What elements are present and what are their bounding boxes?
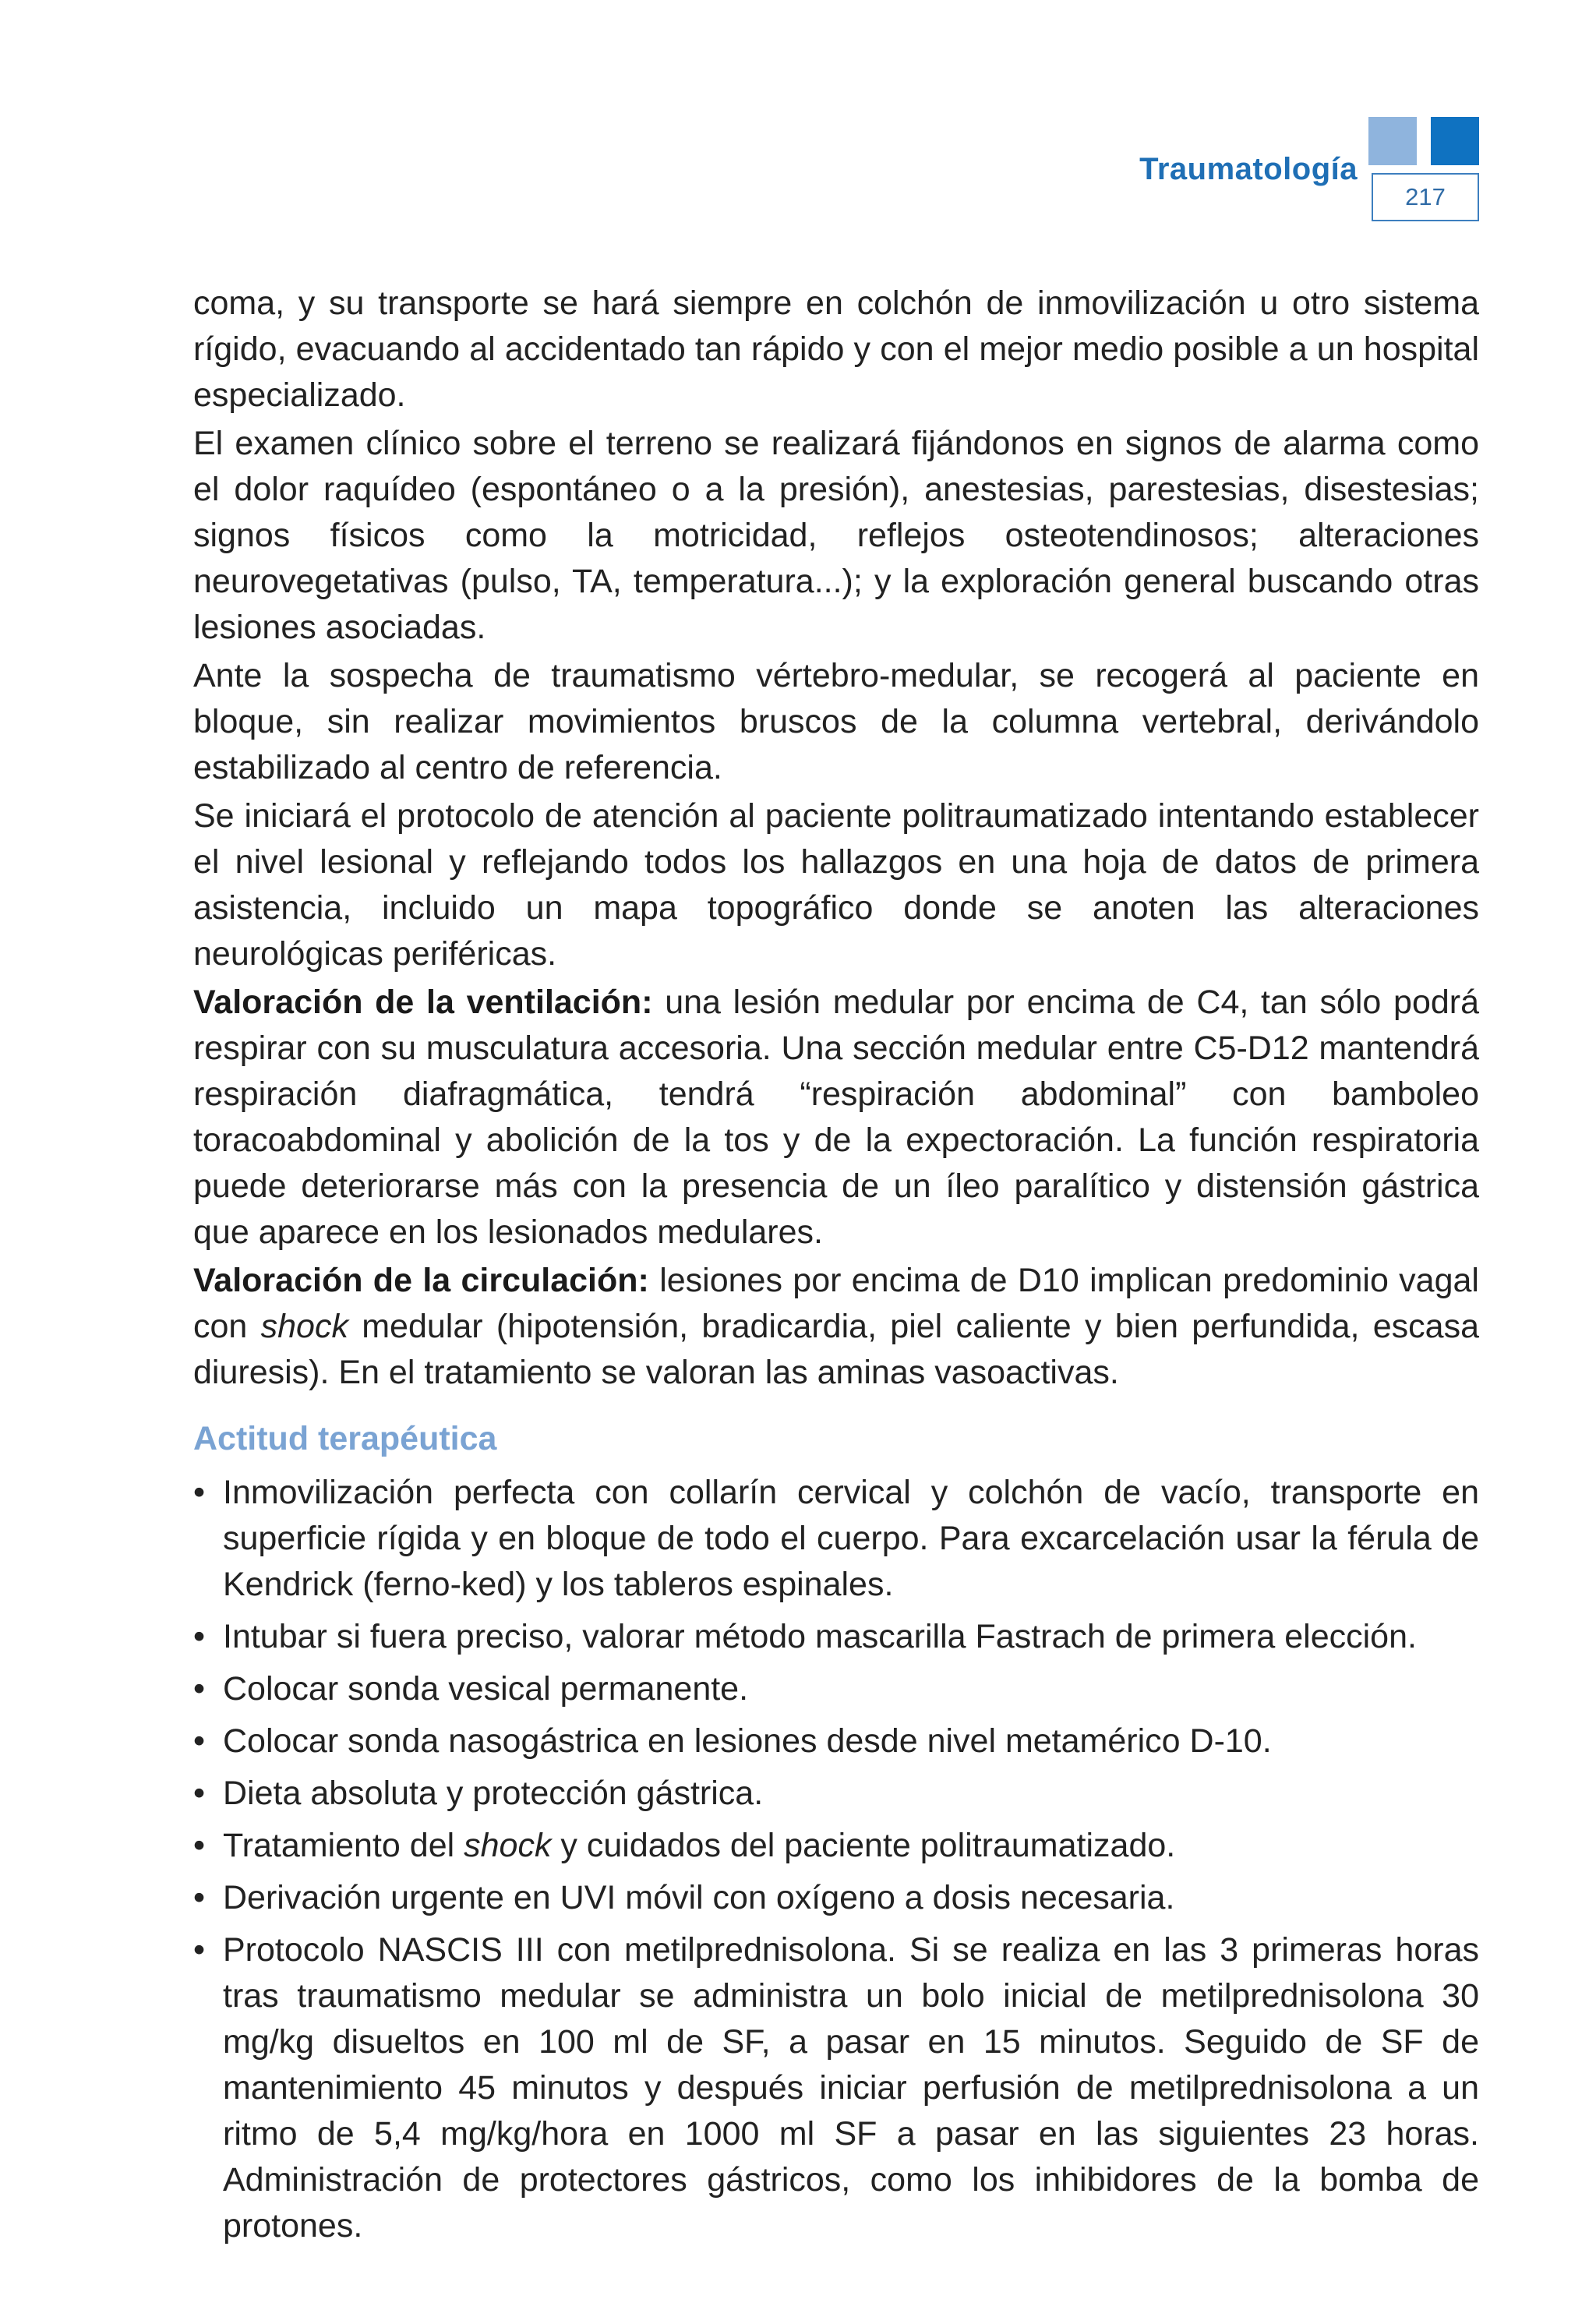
paragraph-circulation: [193, 1258, 1479, 1396]
decorative-square-light: [1368, 117, 1417, 165]
list-item: [193, 1771, 1479, 1817]
page-number: 217: [1372, 173, 1479, 221]
list-item-text: Colocar sonda vesical permanente.: [223, 1670, 749, 1708]
section-title: Traumatología: [1139, 152, 1358, 186]
list-item: [193, 1470, 1479, 1608]
list-item-text: Intubar si fuera preciso, valorar método mascarilla Fastrach de primera elección.: [223, 1618, 1417, 1655]
therapy-heading: Actitud terapéutica: [193, 1420, 497, 1457]
therapy-list: [193, 1470, 1479, 2249]
list-item-text: Inmovilización perfecta con collarín cervical y colchón de vacío, transporte en superficie rígida y en bloque de todo el cuerpo. Para excarcelación usar la férula de Kendrick (ferno-ked) y los tableros espinales.: [223, 1474, 1479, 1603]
list-item: [193, 1823, 1479, 1869]
bullet-icon: •: [193, 1827, 206, 1864]
list-item: [193, 1875, 1479, 1921]
decorative-square-dark: [1431, 117, 1479, 165]
bullet-icon: •: [193, 1722, 206, 1760]
main-content: [193, 281, 1479, 2255]
paragraph-clinical-exam: El examen clínico sobre el terreno se realizará fijándonos en signos de alarma como el dolor raquídeo (espontáneo o a la presión), anestesias, parestesias, disestesias; signos físicos como la motricidad, reflejos osteotendinosos; alteraciones neurovegetativas (pulso, TA, temperatura...); y la exploración general buscando otras lesiones asociadas.: [193, 425, 1479, 646]
circulation-text-a: lesiones por encima de D10 implican predominio vagal con: [193, 1262, 1479, 1345]
ventilation-label: Valoración de la ventilación:: [193, 984, 653, 1021]
bullet-icon: •: [193, 1474, 206, 1511]
list-item: [193, 1614, 1479, 1660]
list-item-text: Colocar sonda nasogástrica en lesiones desde nivel metamérico D-10.: [223, 1722, 1272, 1760]
bullet-icon: •: [193, 1775, 206, 1812]
list-item: [193, 1718, 1479, 1764]
paragraph-protocol: Se iniciará el protocolo de atención al paciente politraumatizado intentando establecer el nivel lesional y reflejando todos los hallazgos en una hoja de datos de primera asistencia, incluido un mapa topográfico donde se anoten las alteraciones neurológicas periféricas.: [193, 797, 1479, 973]
list-item-emphasis: shock: [464, 1827, 552, 1864]
list-item-text: Protocolo NASCIS III con metilprednisolona. Si se realiza en las 3 primeras horas tras traumatismo medular se administra un bolo inicial de metilprednisolona 30 mg/kg disueltos en 100 ml de SF, a pasar en 15 minutos. Seguido de SF de mantenimiento 45 minutos y después iniciar perfusión de metilprednisolona a un ritmo de 5,4 mg/kg/hora en 1000 ml SF a pasar en las siguientes 23 horas. Administración de protectores gástricos, como los inhibidores de la bomba de protones.: [223, 1931, 1479, 2245]
list-item: [193, 1666, 1479, 1712]
list-item: [193, 1927, 1479, 2249]
bullet-icon: •: [193, 1670, 206, 1708]
list-item-text: Dieta absoluta y protección gástrica.: [223, 1775, 764, 1812]
circulation-text-b: medular (hipotensión, bradicardia, piel caliente y bien perfundida, escasa diuresis). En el tratamiento se valoran las aminas vasoactivas.: [193, 1308, 1479, 1391]
list-item-text-b: y cuidados del paciente politraumatizado.: [551, 1827, 1176, 1864]
bullet-icon: •: [193, 1879, 206, 1916]
bullet-icon: •: [193, 1618, 206, 1655]
page-header: [778, 117, 1479, 226]
circulation-label: Valoración de la circulación:: [193, 1262, 649, 1299]
list-item-text-a: Tratamiento del: [223, 1827, 464, 1864]
circulation-emphasis: shock: [260, 1308, 348, 1345]
paragraph-ventilation: [193, 980, 1479, 1256]
bullet-icon: •: [193, 1931, 206, 1969]
paragraph-transport: coma, y su transporte se hará siempre en colchón de inmovilización u otro sistema rígido, evacuando al accidentado tan rápido y con el mejor medio posible a un hospital especializado.: [193, 284, 1479, 414]
ventilation-text: una lesión medular por encima de C4, tan sólo podrá respirar con su musculatura accesoria. Una sección medular entre C5-D12 mantendrá respiración diafragmática, tendrá “respiración abdominal” con bamboleo toracoabdominal y abolición de la tos y de la expectoración. La función respiratoria puede deteriorarse más con la presencia de un íleo paralítico y distensión gástrica que aparece en los lesionados medulares.: [193, 984, 1480, 1251]
list-item-text: Derivación urgente en UVI móvil con oxígeno a dosis necesaria.: [223, 1879, 1175, 1916]
paragraph-suspicion: Ante la sospecha de traumatismo vértebro-medular, se recogerá al paciente en bloque, sin realizar movimientos bruscos de la columna vertebral, derivándolo estabilizado al centro de referencia.: [193, 657, 1479, 786]
